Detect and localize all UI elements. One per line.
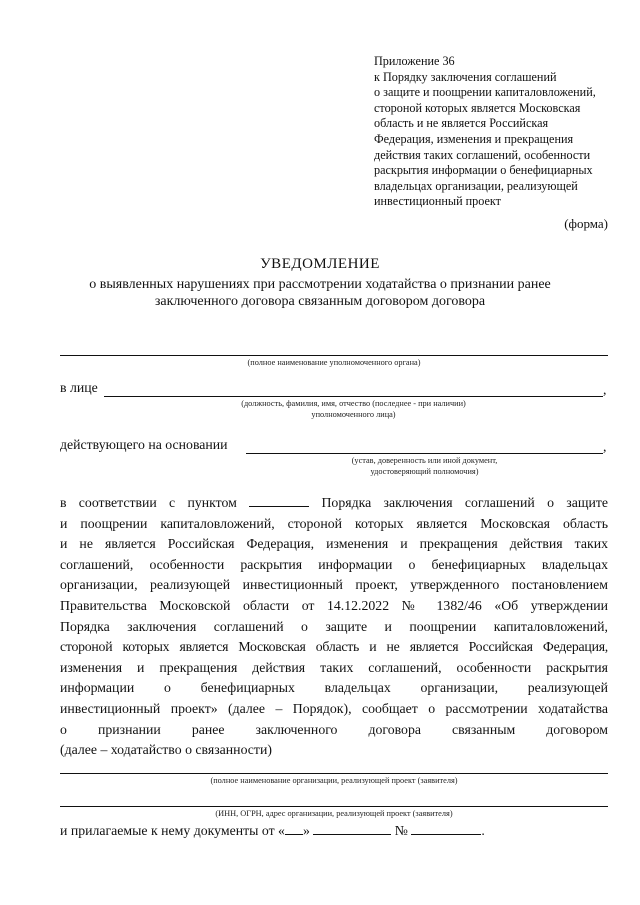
doc-day-field[interactable] bbox=[285, 822, 303, 835]
applicant-details-field[interactable] bbox=[60, 806, 608, 807]
notice-body bbox=[60, 493, 608, 761]
acting-basis-caption bbox=[246, 456, 603, 477]
document-subtitle bbox=[40, 276, 600, 310]
appendix-line: инвестиционный проект bbox=[374, 194, 501, 209]
document-title: УВЕДОМЛЕНИЕ bbox=[260, 256, 380, 272]
in-person-field[interactable] bbox=[104, 396, 603, 397]
in-person-caption-line-1: (должность, фамилия, имя, отчество (последнее - при наличии) bbox=[241, 399, 466, 408]
body-line: организации, реализующей инвестиционный проект, утвержденного постановлением bbox=[60, 577, 608, 593]
appendix-line: владельцах организации, реализующей bbox=[374, 178, 578, 193]
appendix-reference bbox=[374, 54, 624, 210]
body-text-part: в соответствии с пунктом bbox=[60, 495, 237, 510]
docs-quote-close: » bbox=[302, 823, 310, 838]
in-person-label: в лице bbox=[60, 380, 98, 395]
acting-caption-line-1: (устав, доверенность или иной документ, bbox=[351, 456, 498, 465]
in-person-comma: , bbox=[603, 382, 607, 397]
body-text-part: Порядка заключения соглашений о защите bbox=[321, 495, 609, 510]
body-line: и не является Российская Федерация, изменения и прекращения действия таких bbox=[60, 536, 608, 552]
appendix-line: действия таких соглашений, особенности bbox=[374, 147, 591, 162]
appendix-line: о защите и поощрении капиталовложений, bbox=[374, 85, 596, 100]
in-person-caption-line-2: уполномоченного лица) bbox=[311, 409, 396, 419]
acting-basis-field[interactable] bbox=[246, 453, 603, 454]
acting-basis-label: действующего на основании bbox=[60, 437, 228, 452]
appendix-line: Приложение 36 bbox=[374, 54, 455, 68]
body-line: Порядка заключения соглашений о защите и поощрении капиталовложений, bbox=[60, 618, 608, 634]
organ-name-field[interactable] bbox=[60, 355, 608, 356]
body-line: информации о бенефициарных владельцах организации, реализующей bbox=[60, 680, 608, 696]
docs-period: . bbox=[481, 823, 485, 838]
docs-number-sign: № bbox=[394, 823, 408, 838]
doc-number-field[interactable] bbox=[411, 822, 481, 835]
acting-caption-line-2: удостоверяющий полномочия) bbox=[370, 466, 479, 476]
clause-number-field[interactable] bbox=[249, 494, 309, 507]
body-line: изменения и прекращения действия таких соглашений, особенности раскрытия bbox=[60, 659, 608, 675]
appendix-line: Федерация, изменения и прекращения bbox=[374, 131, 574, 146]
applicant-name-caption: (полное наименование организации, реализующей проект (заявителя) bbox=[210, 776, 458, 785]
organ-name-caption: (полное наименование уполномоченного органа) bbox=[247, 358, 421, 367]
body-line: стороной которых является Московская область и не является Российская Федерация, bbox=[60, 639, 608, 655]
docs-prefix: и прилагаемые к нему документы от « bbox=[60, 823, 285, 838]
appendix-line: к Порядку заключения соглашений bbox=[374, 69, 557, 84]
body-line: инвестиционный проект» (далее – Порядок), сообщает о рассмотрении ходатайства bbox=[60, 700, 608, 716]
subtitle-line-2: заключенного договора связанным договором договора bbox=[154, 294, 486, 309]
body-line bbox=[60, 493, 608, 514]
acting-basis-comma: , bbox=[603, 439, 607, 454]
appendix-line: стороной которых является Московская bbox=[374, 100, 581, 115]
body-line: соглашений, особенности раскрытия информации о бенефициарных владельцах bbox=[60, 556, 608, 572]
appendix-line: раскрытия информации о бенефициарных bbox=[374, 163, 593, 178]
body-line: о признании ранее заключенного договора связанным договором bbox=[60, 721, 608, 737]
appendix-line: область и не является Российская bbox=[374, 116, 549, 131]
body-line: Правительства Московской области от 14.12.2022 № 1382/46 «Об утверждении bbox=[60, 597, 608, 613]
in-person-caption bbox=[104, 399, 603, 420]
subtitle-line-1: о выявленных нарушениях при рассмотрении ходатайства о признании ранее bbox=[89, 277, 551, 292]
form-marker: (форма) bbox=[564, 216, 608, 231]
body-line: и поощрении капиталовложений, стороной которых является Московская область bbox=[60, 515, 608, 531]
attached-documents-line bbox=[60, 822, 485, 839]
doc-month-year-field[interactable] bbox=[313, 822, 391, 835]
applicant-name-field[interactable] bbox=[60, 773, 608, 774]
body-line: (далее – ходатайство о связанности) bbox=[60, 742, 272, 758]
applicant-details-caption: (ИНН, ОГРН, адрес организации, реализующей проект (заявителя) bbox=[215, 809, 453, 818]
